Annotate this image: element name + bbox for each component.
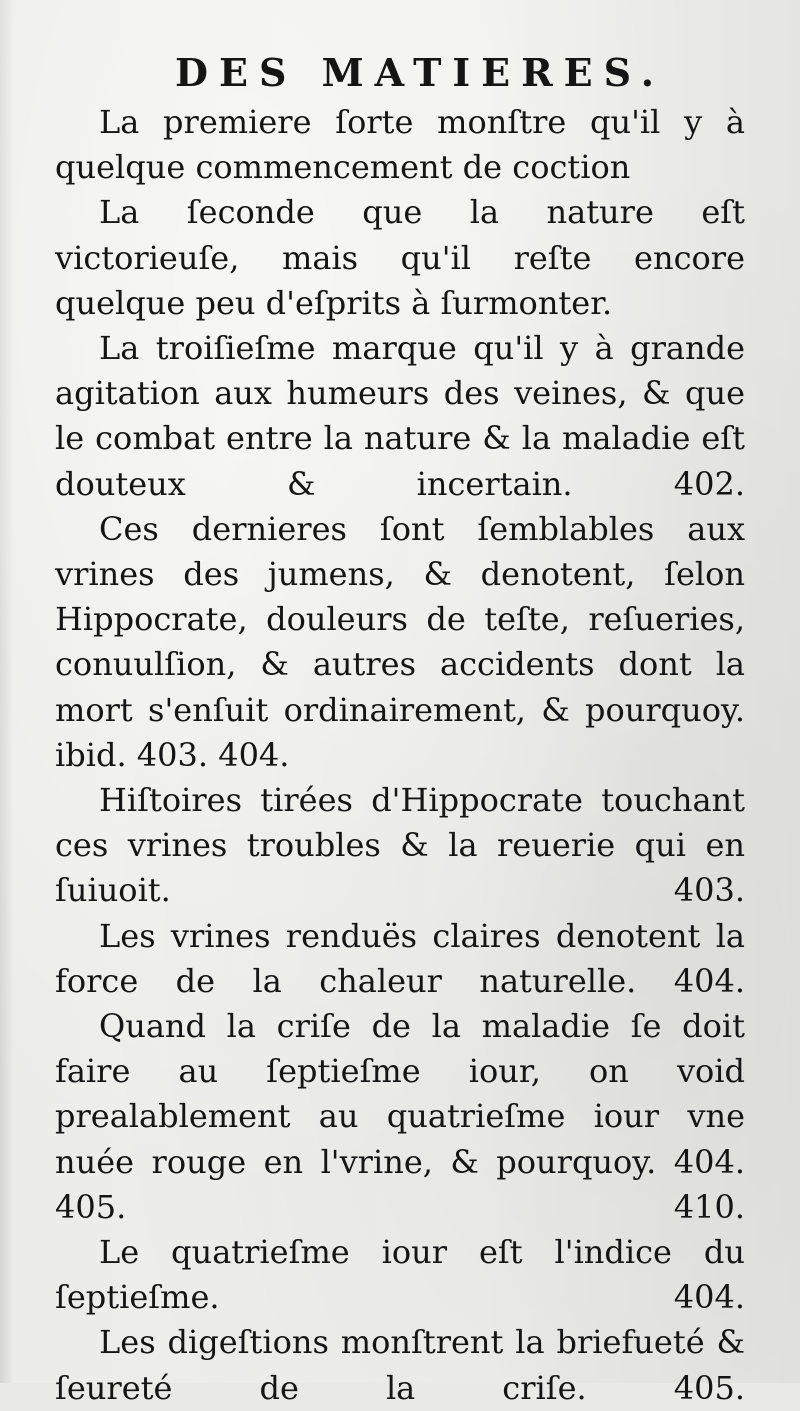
index-entry xyxy=(55,1230,745,1320)
index-entry xyxy=(55,1320,745,1410)
page-reference: 403. xyxy=(673,871,745,910)
entry-text: La ſeconde que la nature eſt victorieuſe, mais qu'il reſte encore quelque peu d'eſprits à ſurmonter. xyxy=(55,193,745,322)
page-reference: 404. 405. 410. xyxy=(55,1142,746,1226)
index-entry xyxy=(55,326,745,507)
index-entry xyxy=(55,100,745,190)
entry-text: Les digeſtions monſtrent la briefueté & ſeureté de la criſe. xyxy=(55,1323,745,1407)
entry-text: Hiſtoires tirées d'Hippocrate touchant ces vrines troubles & la reuerie qui en ſuiuoit. xyxy=(55,781,745,910)
index-entry xyxy=(55,507,745,778)
index-entry xyxy=(55,778,745,914)
page-reference: 402. xyxy=(673,464,746,503)
page-reference: 404. xyxy=(673,961,746,1000)
index-entry xyxy=(55,1004,745,1230)
index-entry xyxy=(55,914,745,1004)
entry-text: Ces dernieres ſont ſemblables aux vrines des jumens, & denotent, ſelon Hippocrate, douleurs de teſte, reſueries, conuulſion, & autres accidents dont la mort s'enſuit ordinairement, & pourquoy. ibid. 403. 404. xyxy=(55,509,745,774)
page-reference: 404. xyxy=(673,1278,745,1317)
index-entry xyxy=(55,190,745,326)
entry-text: Quand la criſe de la maladie ſe doit faire au ſeptieſme iour, on void prealablement au quatrieſme iour vne nuée rouge en l'vrine, & pourquoy. xyxy=(55,1007,745,1181)
entry-text: La troiſieſme marque qu'il y à grande agitation aux humeurs des veines, & que le combat entre la nature & la maladie eſt douteux & incertain. xyxy=(55,329,745,503)
entry-text: Le quatrieſme iour eſt l'indice du ſeptieſme. xyxy=(55,1233,745,1317)
entry-text: La premiere ſorte monſtre qu'il y à quelque commencement de coction xyxy=(55,103,745,187)
running-header: DES MATIERES. xyxy=(175,50,665,95)
index-entries xyxy=(55,100,745,1411)
entry-text: Les vrines renduës claires denotent la force de la chaleur naturelle. xyxy=(55,916,745,1000)
page-reference: 405. xyxy=(673,1368,745,1407)
